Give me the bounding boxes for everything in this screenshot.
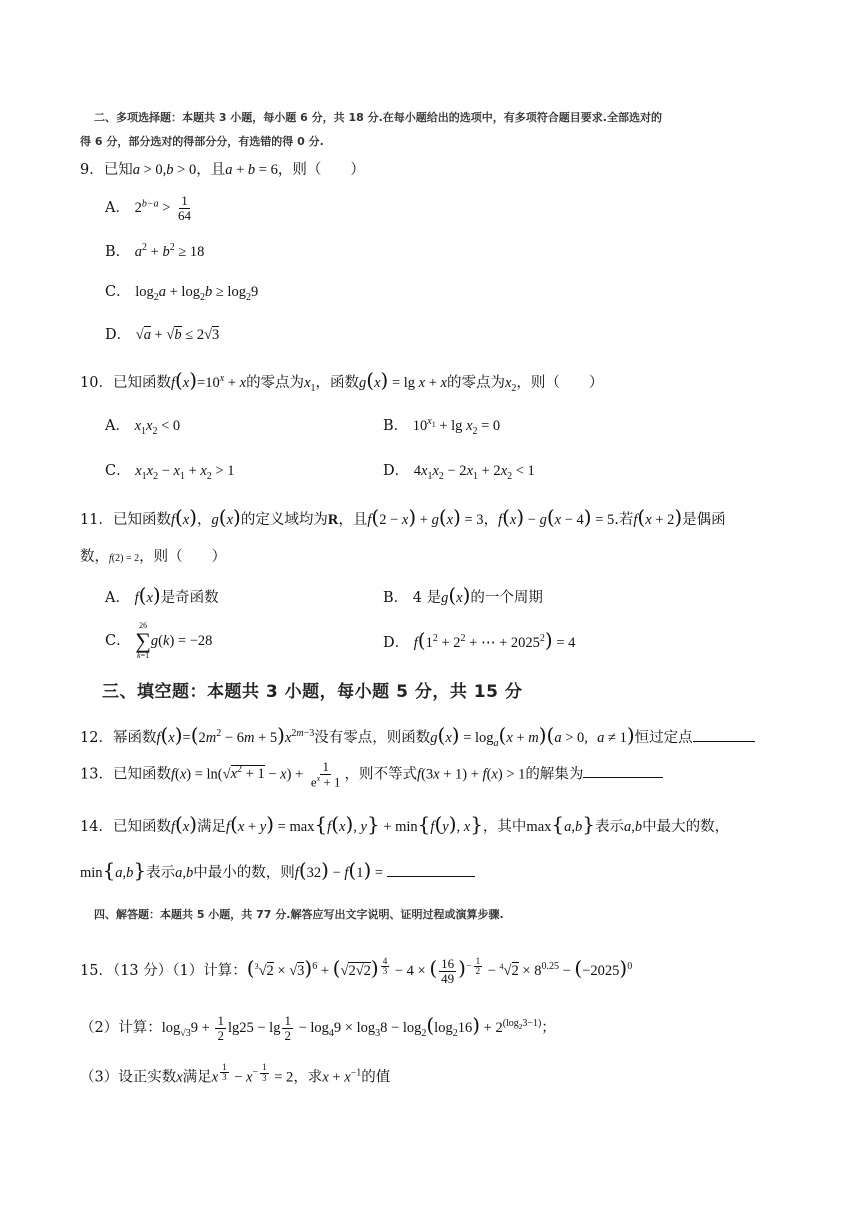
stem-text: 的定义域均为 — [240, 512, 328, 528]
stem-text: 已知函数 — [112, 512, 171, 528]
option-letter: D． — [105, 327, 132, 343]
question-12: 12．幂函数$f(x)=(2m^2 - 6m + 5)x^{2m-3}$没有零点，则函数$g(x) = \log_a(x + m)(a > 0$, a ≠ 1)恒过定点 — [80, 723, 755, 749]
stem-text: 已知函数 — [112, 766, 171, 783]
q9-option-c: C． $\log_2a + \log_2b \ge \log_29$ — [105, 284, 259, 303]
question-number: 12． — [80, 730, 113, 746]
stem-text: （2）计算： — [80, 1020, 162, 1036]
question-14: 14．已知函数f(x)满足f(x + y) = max{f(x), y} + min{f(y), x}，其中max{a,b}表示a,b中最大的数， — [80, 812, 730, 836]
option-letter: B． — [383, 590, 409, 606]
option-letter: A． — [105, 590, 130, 606]
q11-option-a: A． f(x)是奇函数 — [105, 583, 219, 607]
stem-text: ，求 — [293, 1069, 323, 1086]
stem-text: 的值 — [361, 1069, 391, 1086]
stem-text: ，且 — [338, 512, 368, 528]
question-11-stem: 11．已知函数f(x)，g(x)的定义域均为R，且f(2 − x) + g(x) = 3，f(x) − g(x − 4) = 5.若f(x + 2)是偶函 — [80, 505, 726, 529]
stem-text: （3）设正实数 — [80, 1069, 177, 1086]
question-15-part3: （3）设正实数x满足x $^{\frac{1}{3}}$ − $x^{- \frac{1}{3}}$ = 2，求$x + x^{-1}$的值 — [80, 1062, 391, 1086]
stem-text: 已知 — [103, 162, 133, 178]
q11-option-b: B． 4 是g(x)的一个周期 — [383, 583, 543, 607]
question-number: 14． — [80, 819, 113, 835]
option-letter: B． — [383, 418, 409, 434]
stem-text: 中最大的数， — [642, 819, 730, 835]
q11-option-c: C． 26 ∑ k=1 g(k) = −28 — [105, 621, 213, 660]
question-14-line2: min{a,b}表示a,b中最小的数，则f(32) − f(1) = — [80, 858, 475, 882]
stem-text: ，则不等式 — [344, 766, 418, 783]
question-number: 13． — [80, 766, 113, 783]
question-15-part2: （2）计算：$\log_{√3}9$ + $\frac{1}{2}$ lg25 − lg $\frac{1}{2}$ − $\log_49 \times \log_38 - \log_2(\log_216) + 2^{(log_23-1)}$； — [80, 1012, 556, 1043]
section2-header-line2: 得 6 分，部分选对的得部分分，有选错的得 0 分. — [80, 135, 324, 148]
q11-option-d: D． $f(1^2 + 2^2$ + ⋯ + $2025^2) = 4$ — [383, 628, 576, 652]
question-13: 13．已知函数$f(x) = \ln(√x^2 + 1 - x)$ + $\frac{1}{e^x + 1}$ ，则不等式f(3x + 1) + f(x) > 1的解集为 — [80, 760, 663, 789]
question-number: 11． — [80, 512, 113, 528]
option-text: 的一个周期 — [470, 590, 543, 606]
q9-option-d: D． √a + √b ≤ 2√3 — [105, 327, 220, 343]
option-letter: B． — [105, 244, 131, 260]
option-letter: A． — [105, 418, 130, 434]
stem-text: 是偶函 — [682, 512, 726, 528]
q10-option-d: D． $4x_1x_2 - 2x_1 + 2x_2 < 1$ — [383, 463, 535, 482]
stem-text: 表示 — [594, 819, 624, 835]
answer-blank[interactable] — [693, 729, 755, 742]
option-text: 是奇函数 — [160, 590, 219, 606]
option-letter: C． — [105, 463, 131, 479]
stem-text: 满足 — [182, 1069, 212, 1086]
q9-option-a: A． $2^{b-a}$ > $\frac{1}{64}$ — [105, 193, 192, 223]
stem-text: 已知函数 — [112, 375, 171, 391]
stem-text: ，其中 — [482, 819, 527, 835]
stem-text: ，则（ ） — [139, 549, 227, 565]
stem-text: 数， — [80, 549, 109, 565]
stem-text: 没有零点，则函数 — [314, 730, 431, 746]
stem-text: 的解集为 — [525, 766, 584, 783]
stem-text: 满足 — [197, 819, 227, 835]
option-letter: C． — [105, 284, 131, 300]
option-text: 4 是 — [412, 590, 442, 606]
question-11-stem-line2: 数，f(2) = 2，则（ ） — [80, 549, 227, 565]
answer-blank[interactable] — [583, 765, 663, 778]
question-15-part1: 15．（13 分）（1）计算：$(^3√2 \times √3)^6 + (√2√2)$ $^{\frac{4}{3}}$ − 4 × ( $\frac{16}{49}$ )$^{- \frac{1}{2}}$ − $^4√2 \times 8^{0.25} - (-2025)^0$ — [80, 955, 633, 986]
section2-header-line1: 二、多项选择题：本题共 3 小题，每小题 6 分，共 18 分.在每小题给出的选项中，有多项符合题目要求.全部选对的 — [94, 111, 662, 124]
stem-text: 恒过定点 — [634, 730, 693, 746]
section4-header: 四、解答题：本题共 5 小题，共 77 分.解答应写出文字说明、证明过程或演算步骤. — [94, 908, 504, 921]
q9-option-b: B． $a^2 + b^2 \ge 18$ — [105, 242, 205, 260]
option-letter: D． — [383, 635, 410, 651]
section3-header: 三、填空题：本题共 3 小题，每小题 5 分，共 15 分 — [102, 682, 523, 702]
q10-option-c: C． $x_1x_2 - x_1 + x_2 > 1$ — [105, 463, 235, 482]
option-letter: D． — [383, 463, 410, 479]
question-10-stem: 10．已知函数$f(x)=10^x + x$的零点为$x_1$，函数g(x) = lg x + x的零点为$x_2$，则（ ） — [80, 368, 604, 394]
question-9-stem: 9．已知a > 0,b > 0，且a + b = 6，则（ ） — [80, 162, 365, 178]
stem-text: 的零点为 — [246, 375, 305, 391]
stem-text: ，函数 — [315, 375, 359, 391]
stem-text: 幂函数 — [112, 730, 157, 746]
option-letter: A． — [105, 200, 130, 217]
stem-text: 的零点为 — [446, 375, 505, 391]
answer-blank[interactable] — [387, 864, 475, 877]
option-letter: C． — [105, 633, 131, 649]
question-number: 9． — [80, 162, 104, 178]
stem-text: 已知函数 — [112, 819, 171, 835]
q10-option-b: B． $10^{x_1} + \lg x_2 = 0$ — [383, 416, 501, 437]
stem-text: ，则（ ） — [277, 162, 365, 178]
question-number: 15．（13 分）（1）计算： — [80, 963, 247, 979]
stem-text: .若 — [614, 512, 634, 528]
q10-option-a: A． $x_1x_2 < 0$ — [105, 418, 181, 437]
stem-text: 表示 — [146, 865, 176, 881]
stem-text: 中最小的数，则 — [193, 865, 295, 881]
stem-text: ，则（ ） — [516, 375, 604, 391]
question-number: 10． — [80, 375, 113, 391]
